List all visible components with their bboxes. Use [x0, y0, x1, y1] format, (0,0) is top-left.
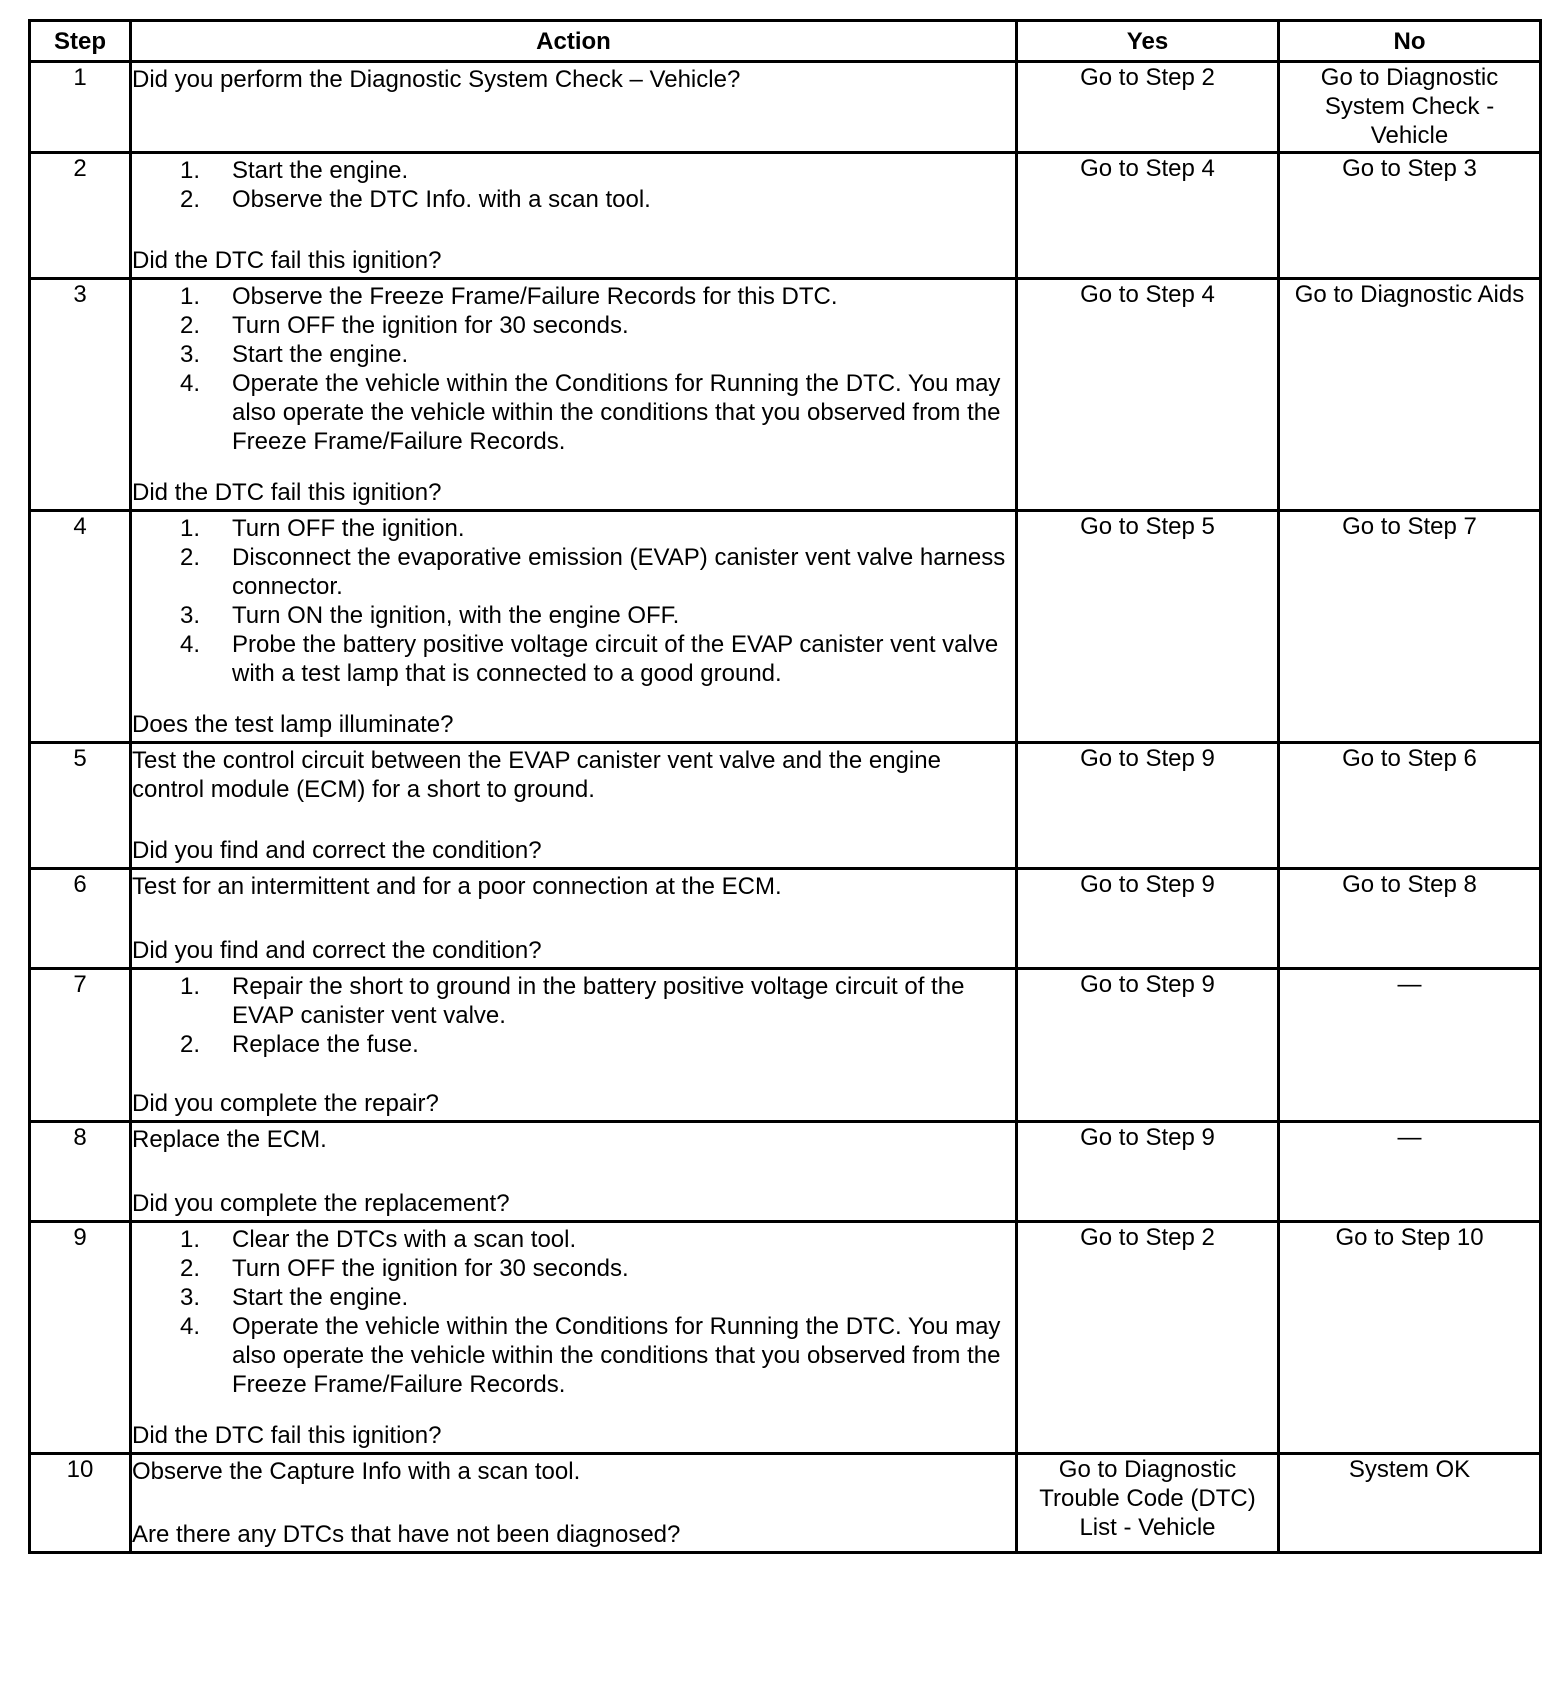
list-item: [132, 185, 1015, 214]
action-question: Are there any DTCs that have not been diagnosed?: [132, 1521, 681, 1548]
table-row: [30, 743, 1541, 869]
action-steps-list: [132, 1225, 1015, 1399]
no-outcome: Go to Diagnostic Aids: [1294, 281, 1525, 308]
no-cell: [1279, 62, 1541, 153]
table-body: [30, 62, 1541, 1553]
table-row: [30, 1122, 1541, 1222]
list-item: [132, 514, 1015, 543]
action-text: Did you perform the Diagnostic System Check – Vehicle?: [132, 66, 741, 93]
no-cell: [1279, 869, 1541, 969]
list-item: [132, 972, 1015, 1030]
list-item: [132, 340, 1015, 369]
step-number: 8: [30, 1122, 131, 1222]
action-cell: [131, 279, 1017, 511]
list-item-number: 2.: [180, 544, 201, 571]
list-item: [132, 311, 1015, 340]
action-question: Does the test lamp illuminate?: [132, 711, 454, 738]
list-item: [132, 156, 1015, 185]
yes-cell: [1017, 62, 1279, 153]
yes-outcome: Go to Step 9: [1080, 745, 1215, 772]
yes-outcome: Go to Step 9: [1080, 871, 1215, 898]
no-outcome: Go to Step 6: [1342, 745, 1477, 772]
list-item-text: Turn OFF the ignition.: [232, 515, 465, 542]
yes-cell: [1017, 1454, 1279, 1553]
no-outcome: System OK: [1348, 1456, 1471, 1483]
no-outcome: Go to Step 7: [1342, 513, 1477, 540]
list-item-text: Repair the short to ground in the battery positive voltage circuit of the EVAP canister vent valve.: [232, 973, 965, 1029]
yes-outcome: Go to Step 9: [1080, 971, 1215, 998]
table-row: [30, 279, 1541, 511]
no-cell: [1279, 743, 1541, 869]
action-question: Did the DTC fail this ignition?: [132, 479, 442, 506]
list-item: [132, 601, 1015, 630]
list-item: [132, 1225, 1015, 1254]
list-item-number: 1.: [180, 515, 201, 542]
action-text: Replace the ECM.: [132, 1126, 327, 1153]
action-cell: [131, 153, 1017, 279]
action-text: Test the control circuit between the EVAP canister vent valve and the engine control module (ECM) for a short to ground.: [132, 747, 941, 803]
list-item-number: 3.: [180, 602, 201, 629]
action-steps-list: [132, 156, 1015, 214]
no-outcome: Go to Step 8: [1342, 871, 1477, 898]
yes-cell: [1017, 153, 1279, 279]
action-cell: [131, 511, 1017, 743]
step-number: 5: [30, 743, 131, 869]
list-item-text: Disconnect the evaporative emission (EVAP) canister vent valve harness connector.: [232, 544, 1006, 600]
step-number: 1: [30, 62, 131, 153]
action-question: Did you complete the replacement?: [132, 1190, 510, 1217]
list-item: [132, 1283, 1015, 1312]
list-item-number: 4.: [180, 370, 201, 397]
action-cell: [131, 1222, 1017, 1454]
action-steps-list: [132, 514, 1015, 688]
action-question: Did the DTC fail this ignition?: [132, 1422, 442, 1449]
list-item-text: Operate the vehicle within the Conditions for Running the DTC. You may also operate the vehicle within the conditions that you observed from the Freeze Frame/Failure Records.: [232, 1313, 1001, 1398]
action-cell: [131, 869, 1017, 969]
yes-outcome: Go to Step 9: [1080, 1124, 1215, 1151]
no-outcome: Go to Step 3: [1342, 155, 1477, 182]
action-steps-list: [132, 282, 1015, 456]
table-row: [30, 1454, 1541, 1553]
table-row: [30, 511, 1541, 743]
no-outcome: —: [1397, 971, 1422, 998]
no-outcome: Go to Diagnostic System Check - Vehicle: [1320, 64, 1499, 149]
list-item: [132, 369, 1015, 456]
yes-outcome: Go to Step 2: [1080, 64, 1215, 91]
no-cell: [1279, 279, 1541, 511]
action-steps-list: [132, 972, 1015, 1059]
action-cell: [131, 62, 1017, 153]
step-number: 4: [30, 511, 131, 743]
list-item-text: Clear the DTCs with a scan tool.: [232, 1226, 577, 1253]
header-yes: Yes: [1017, 21, 1279, 62]
no-cell: [1279, 969, 1541, 1122]
list-item-text: Start the engine.: [232, 341, 409, 368]
list-item-number: 2.: [180, 1031, 201, 1058]
list-item-number: 1.: [180, 283, 201, 310]
list-item: [132, 282, 1015, 311]
list-item-text: Replace the fuse.: [232, 1031, 419, 1058]
list-item: [132, 1030, 1015, 1059]
list-item-text: Turn OFF the ignition for 30 seconds.: [232, 312, 629, 339]
action-text: Test for an intermittent and for a poor connection at the ECM.: [132, 873, 782, 900]
list-item-text: Turn OFF the ignition for 30 seconds.: [232, 1255, 629, 1282]
list-item-text: Probe the battery positive voltage circuit of the EVAP canister vent valve with a test lamp that is connected to a good ground.: [232, 631, 999, 687]
step-number: 6: [30, 869, 131, 969]
list-item-number: 4.: [180, 631, 201, 658]
list-item: [132, 1254, 1015, 1283]
no-cell: [1279, 1222, 1541, 1454]
list-item-text: Turn ON the ignition, with the engine OFF.: [232, 602, 680, 629]
no-cell: [1279, 153, 1541, 279]
yes-outcome: Go to Step 2: [1080, 1224, 1215, 1251]
list-item-text: Observe the DTC Info. with a scan tool.: [232, 186, 651, 213]
list-item-text: Observe the Freeze Frame/Failure Records for this DTC.: [232, 283, 838, 310]
step-number: 9: [30, 1222, 131, 1454]
header-row: [30, 21, 1541, 62]
yes-cell: [1017, 969, 1279, 1122]
list-item-number: 3.: [180, 341, 201, 368]
table-row: [30, 1222, 1541, 1454]
list-item-number: 4.: [180, 1313, 201, 1340]
action-question: Did you find and correct the condition?: [132, 837, 542, 864]
no-cell: [1279, 511, 1541, 743]
diagnostic-table: [28, 19, 1542, 1554]
list-item-text: Start the engine.: [232, 1284, 409, 1311]
action-cell: [131, 1122, 1017, 1222]
no-outcome: —: [1397, 1124, 1422, 1151]
header-no: No: [1279, 21, 1541, 62]
step-number: 10: [30, 1454, 131, 1553]
list-item: [132, 630, 1015, 688]
step-number: 2: [30, 153, 131, 279]
no-cell: [1279, 1454, 1541, 1553]
yes-cell: [1017, 743, 1279, 869]
no-outcome: Go to Step 10: [1335, 1224, 1484, 1251]
action-cell: [131, 743, 1017, 869]
list-item-number: 3.: [180, 1284, 201, 1311]
step-number: 3: [30, 279, 131, 511]
yes-cell: [1017, 1222, 1279, 1454]
list-item: [132, 543, 1015, 601]
yes-cell: [1017, 869, 1279, 969]
list-item-text: Start the engine.: [232, 157, 409, 184]
yes-outcome: Go to Step 4: [1080, 155, 1215, 182]
table-row: [30, 869, 1541, 969]
no-cell: [1279, 1122, 1541, 1222]
yes-outcome: Go to Step 4: [1080, 281, 1215, 308]
table-row: [30, 153, 1541, 279]
yes-cell: [1017, 1122, 1279, 1222]
table-row: [30, 969, 1541, 1122]
list-item-number: 1.: [180, 973, 201, 1000]
action-text: Observe the Capture Info with a scan tool.: [132, 1458, 581, 1485]
action-cell: [131, 969, 1017, 1122]
list-item-number: 2.: [180, 1255, 201, 1282]
list-item-number: 2.: [180, 312, 201, 339]
list-item-number: 1.: [180, 1226, 201, 1253]
action-question: Did you find and correct the condition?: [132, 937, 542, 964]
action-question: Did you complete the repair?: [132, 1090, 439, 1117]
yes-cell: [1017, 279, 1279, 511]
step-number: 7: [30, 969, 131, 1122]
list-item-text: Operate the vehicle within the Conditions for Running the DTC. You may also operate the vehicle within the conditions that you observed from the Freeze Frame/Failure Records.: [232, 370, 1001, 455]
list-item: [132, 1312, 1015, 1399]
table-row: [30, 62, 1541, 153]
list-item-number: 2.: [180, 186, 201, 213]
yes-outcome: Go to Step 5: [1080, 513, 1215, 540]
yes-outcome: Go to Diagnostic Trouble Code (DTC) List - Vehicle: [1039, 1456, 1256, 1541]
action-cell: [131, 1454, 1017, 1553]
list-item-number: 1.: [180, 157, 201, 184]
header-step: Step: [30, 21, 131, 62]
action-question: Did the DTC fail this ignition?: [132, 247, 442, 274]
header-action: Action: [131, 21, 1017, 62]
yes-cell: [1017, 511, 1279, 743]
